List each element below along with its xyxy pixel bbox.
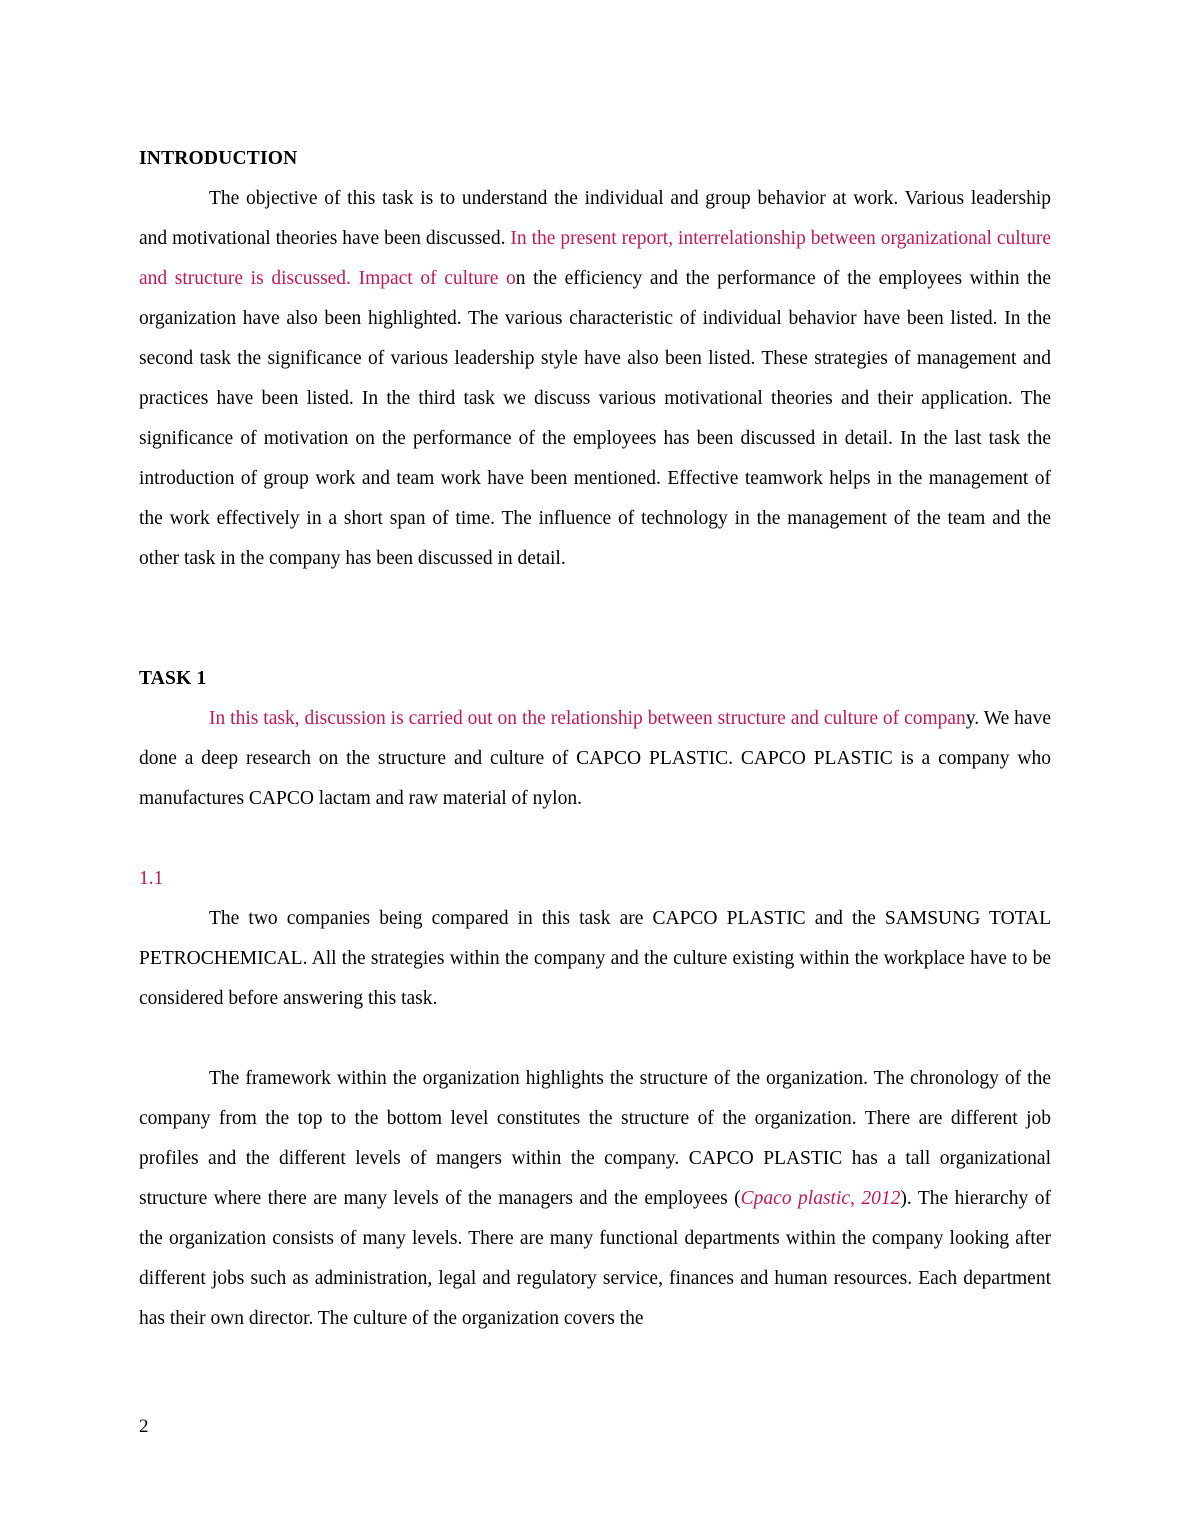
framework-text-part1: The framework within the organization highlights the structure of the organization. The chronology of the company from the top to the bottom level constitutes the structure of the organization. There are different job profiles and the different levels of mangers within the company. CAPCO PLASTIC has a tall organizational structure where there are many levels of the managers and the employees (	[139, 1068, 1051, 1209]
introduction-paragraph	[139, 179, 1051, 579]
task1-intro-paragraph	[139, 699, 1051, 819]
intro-text-part2: n the efficiency and the performance of the employees within the organization have also been highlighted. The various characteristic of individual behavior have been listed. In the second task the significance of various leadership style have also been listed. These strategies of management and practices have been listed. In the third task we discuss various motivational theories and their application. The significance of motivation on the performance of the employees has been discussed in detail. In the last task the introduction of group work and team work have been mentioned. Effective teamwork helps in the management of the work effectively in a short span of time. The influence of technology in the management of the team and the other task in the company has been discussed in detail.	[139, 268, 1051, 569]
subsection-heading-1-1: 1.1	[139, 868, 164, 889]
introduction-heading: INTRODUCTION	[139, 148, 298, 169]
section-spacer	[139, 579, 1051, 659]
citation-reference: Cpaco plastic, 2012	[740, 1188, 901, 1209]
page-content	[139, 139, 1051, 1339]
intro-text-part1: The objective of this task is to understand the individual and group behavior at work. Various leadership and motivational theories have been discussed.	[139, 188, 1051, 249]
task1-text-highlight: In this task, discussion is carried out on the relationship between structure and culture of compan	[209, 708, 966, 729]
task1-framework-paragraph	[139, 1059, 1051, 1339]
subsection-spacer	[139, 819, 1051, 859]
page-number: 2	[139, 1416, 149, 1437]
paragraph-spacer	[139, 1019, 1051, 1059]
framework-text-part2: ). The hierarchy of the organization consists of many levels. There are many functional departments within the company looking after different jobs such as administration, legal and regulatory service, finances and human resources. Each department has their own director. The culture of the organization covers the	[139, 1188, 1051, 1329]
intro-text-highlight: In the present report, interrelationship between organizational culture and structure is discussed. Impact of culture o	[139, 228, 1051, 289]
task1-comparison-paragraph: The two companies being compared in this task are CAPCO PLASTIC and the SAMSUNG TOTAL PETROCHEMICAL. All the strategies within the company and the culture existing within the workplace have to be considered before answering this task.	[139, 908, 1051, 1009]
task1-heading: TASK 1	[139, 668, 207, 689]
task1-text-black: y. We have done a deep research on the structure and culture of CAPCO PLASTIC. CAPCO PLASTIC is a company who manufactures CAPCO lactam and raw material of nylon.	[139, 708, 1051, 809]
